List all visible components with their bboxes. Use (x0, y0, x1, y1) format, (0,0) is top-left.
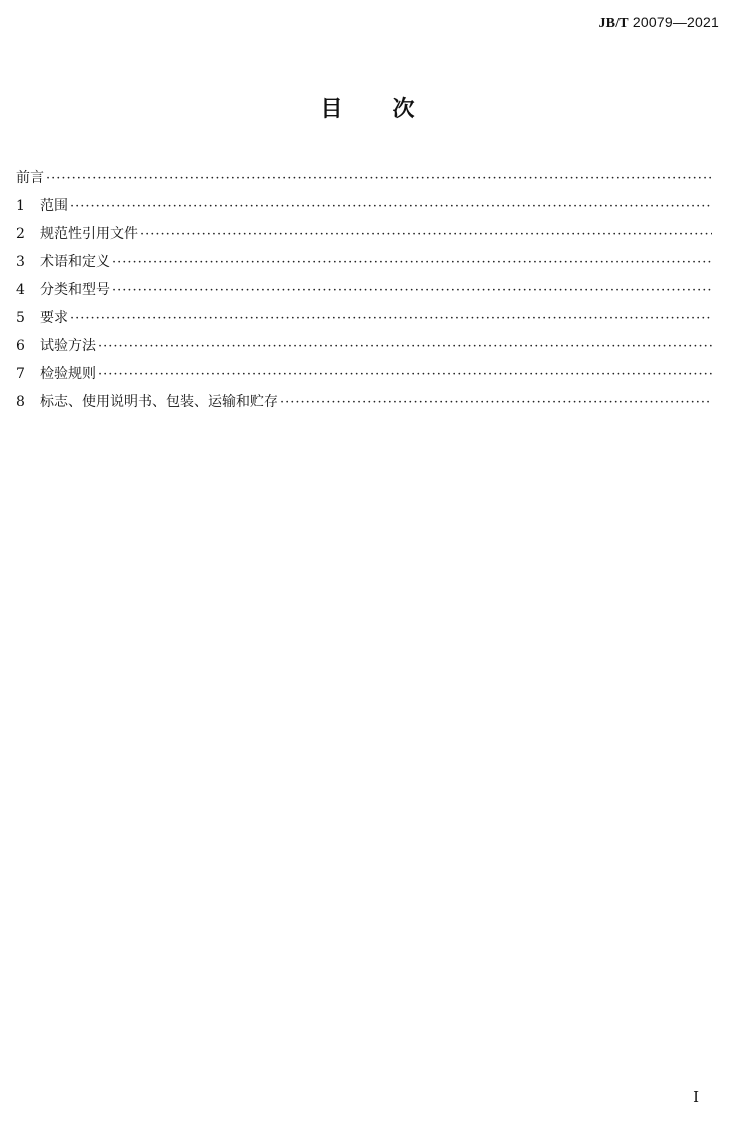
toc-entry-number: 7 (16, 366, 25, 382)
toc-entry-terms-definitions[interactable] (16, 250, 712, 278)
toc-entry-number: 5 (16, 310, 25, 326)
toc-entry-classification-models[interactable] (16, 278, 712, 306)
standard-code-prefix: JB/T (598, 16, 629, 31)
toc-dot-leader (112, 251, 712, 275)
toc-entry-label: 标志、使用说明书、包装、运输和贮存 (40, 394, 278, 410)
toc-entry-label: 术语和定义 (40, 254, 110, 270)
toc-dot-leader (98, 363, 712, 387)
toc-entry-label: 前言 (16, 170, 44, 186)
toc-entry-number: 4 (16, 282, 25, 298)
page-number: I (693, 1088, 699, 1106)
toc-dot-leader (70, 195, 712, 219)
toc-dot-leader (98, 335, 712, 359)
toc-entry-label: 分类和型号 (40, 282, 110, 298)
toc-entry-label: 规范性引用文件 (40, 226, 138, 242)
toc-dot-leader (280, 391, 712, 415)
page-title (0, 92, 735, 123)
toc-entry-foreword[interactable] (16, 166, 712, 194)
toc-entry-scope[interactable] (16, 194, 712, 222)
toc-dot-leader (46, 167, 712, 191)
toc-entry-test-methods[interactable] (16, 334, 712, 362)
toc-dot-leader (70, 307, 712, 331)
toc-entry-label: 要求 (40, 310, 68, 326)
toc-entry-number: 8 (16, 394, 25, 410)
toc-entry-number: 2 (16, 226, 25, 242)
toc-entry-normative-references[interactable] (16, 222, 712, 250)
toc-entry-label: 范围 (40, 198, 68, 214)
toc-entry-number: 6 (16, 338, 25, 354)
standard-code (598, 14, 719, 32)
toc-dot-leader (112, 279, 712, 303)
table-of-contents (16, 166, 712, 418)
toc-entry-label: 检验规则 (40, 366, 96, 382)
toc-entry-inspection-rules[interactable] (16, 362, 712, 390)
standard-code-number: 20079—2021 (632, 14, 719, 30)
toc-entry-number: 3 (16, 254, 25, 270)
toc-dot-leader (140, 223, 712, 247)
toc-entry-requirements[interactable] (16, 306, 712, 334)
page-title-char-2: 次 (392, 97, 415, 122)
toc-entry-number: 1 (16, 198, 25, 214)
page-title-char-1: 目 (320, 97, 343, 122)
toc-entry-label: 试验方法 (40, 338, 96, 354)
toc-entry-marking-packaging[interactable] (16, 390, 712, 418)
